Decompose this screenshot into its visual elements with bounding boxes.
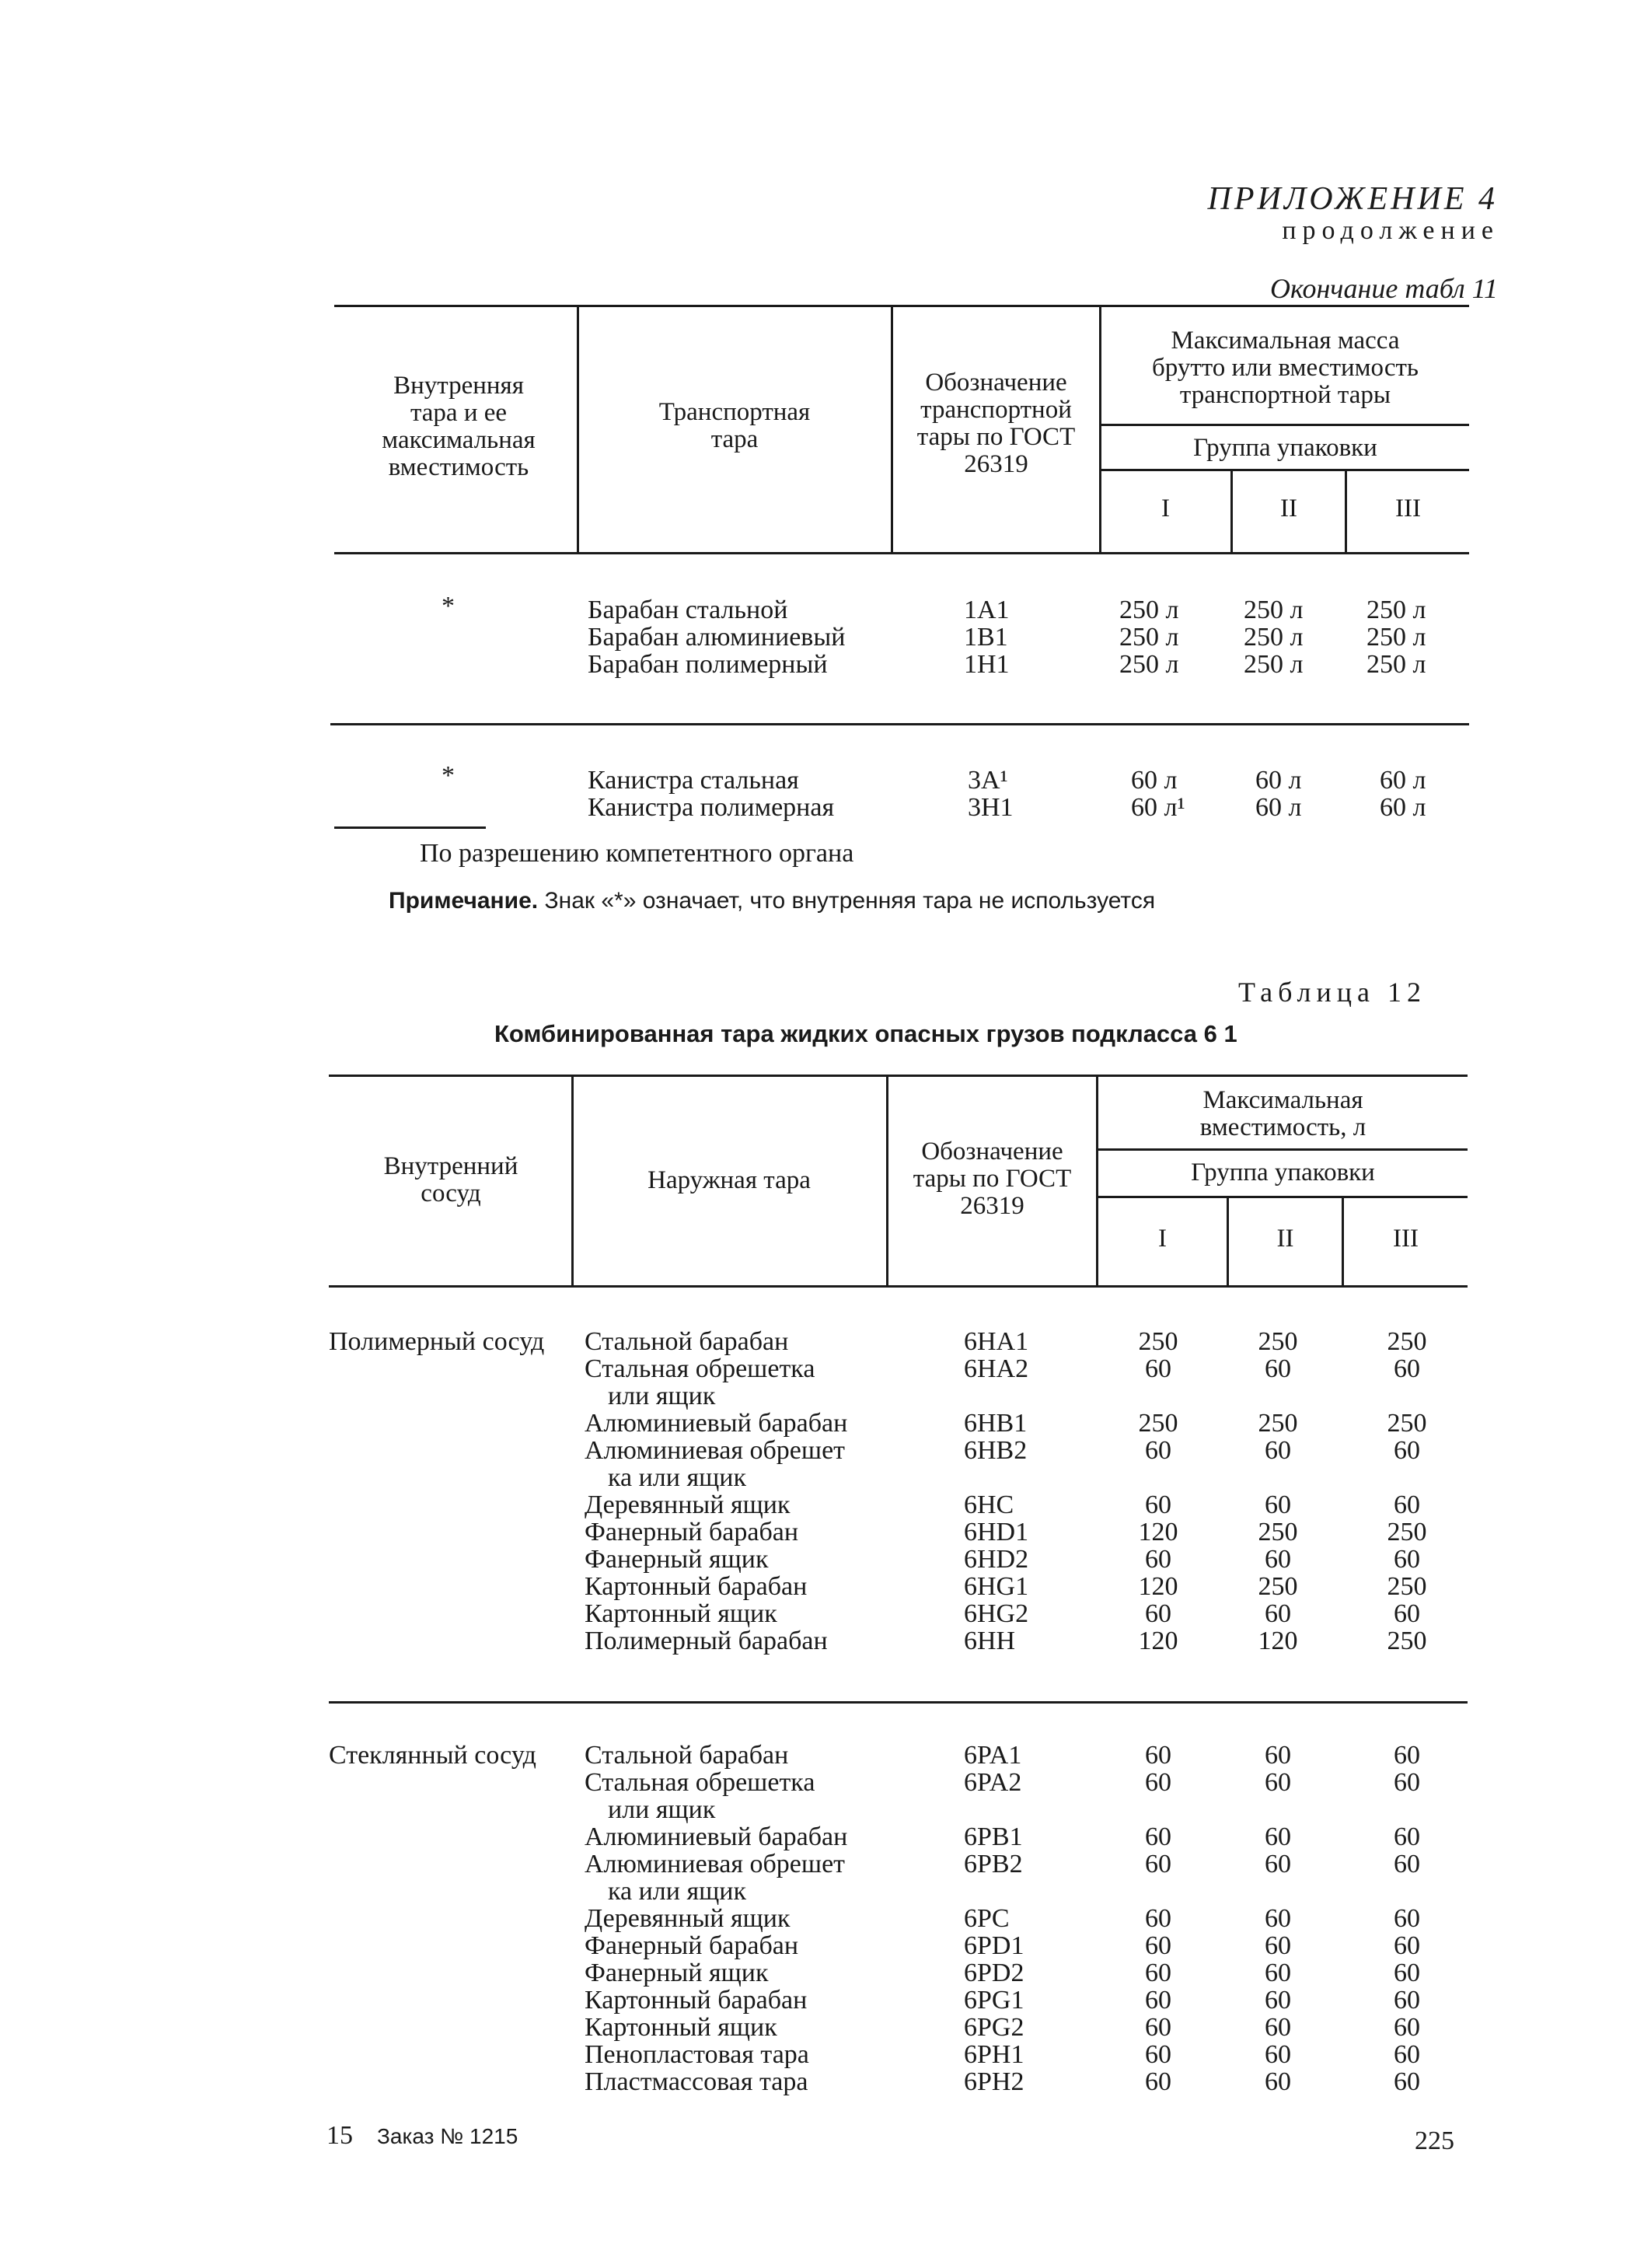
t12-glass-names-cell: Пластмассовая тара bbox=[585, 2067, 808, 2096]
t12-glass-g1-cell: 60 bbox=[1145, 2040, 1171, 2069]
t12-glass-names bbox=[585, 1742, 847, 2095]
t11-note bbox=[389, 888, 1155, 914]
t11-footnote: По разрешению компетентного органа bbox=[420, 839, 854, 868]
t12-glass-codes-cell: 6PD2 bbox=[964, 1959, 1024, 1987]
t12-polymer-names-cell: Фанерный ящик bbox=[585, 1545, 769, 1574]
t12-polymer-codes-cell: 6HA1 bbox=[964, 1327, 1029, 1356]
t12-glass-g3-cell: 60 bbox=[1394, 1959, 1420, 1987]
t12-header-group-2: II bbox=[1276, 1225, 1294, 1253]
t12-glass-g1 bbox=[1119, 1742, 1197, 2095]
t12-polymer-names bbox=[585, 1328, 847, 1655]
t12-polymer-names-cell: Картонный ящик bbox=[585, 1599, 777, 1628]
t12-glass-g3-cell: 60 bbox=[1394, 1768, 1420, 1797]
t12-glass-g2-cell: 60 bbox=[1265, 2040, 1291, 2069]
t12-polymer-g2-cell: 250 bbox=[1258, 1518, 1298, 1546]
t12-polymer-g3-cell bbox=[1368, 1382, 1446, 1410]
t12-glass-g1-cell: 60 bbox=[1145, 1822, 1171, 1851]
t12-glass-g3-cell: 60 bbox=[1394, 2040, 1420, 2069]
appendix-title: ПРИЛОЖЕНИЕ 4 bbox=[1207, 181, 1498, 217]
t12-glass-codes bbox=[964, 1742, 1024, 2095]
t12-polymer-g1 bbox=[1119, 1328, 1197, 1655]
t12-polymer-names-cell: Картонный барабан bbox=[585, 1572, 808, 1601]
t12-glass-codes-cell: 6PA1 bbox=[964, 1741, 1022, 1770]
t12-glass-g2-cell: 60 bbox=[1265, 2013, 1291, 2042]
t12-glass-codes-cell: 6PG1 bbox=[964, 1986, 1024, 2015]
t12-polymer-g1-cell: 60 bbox=[1145, 1599, 1171, 1628]
t12-header-outer: Наружная тара bbox=[647, 1166, 811, 1194]
t12-glass-g3-cell: 60 bbox=[1394, 1850, 1420, 1878]
t11-b1-g3: 250 л 250 л 250 л bbox=[1366, 596, 1426, 679]
t12-glass-names-cell: Фанерный ящик bbox=[585, 1959, 769, 1987]
t12-polymer-g3-cell: 250 bbox=[1387, 1409, 1427, 1438]
t12-polymer-g2-cell: 250 bbox=[1258, 1327, 1298, 1356]
t12-glass-g2-cell: 60 bbox=[1265, 1768, 1291, 1797]
t12-polymer-codes-cell bbox=[964, 1382, 1028, 1410]
t12-glass-names-cell: Деревянный ящик bbox=[585, 1904, 791, 1933]
t12-glass-g3-cell: 60 bbox=[1394, 2013, 1420, 2042]
t12-glass-names-cell: Пенопластовая тара bbox=[585, 2040, 809, 2069]
t12-polymer-g3-cell: 250 bbox=[1387, 1572, 1427, 1601]
t12-glass-g3-cell: 60 bbox=[1394, 2067, 1420, 2096]
t12-polymer-names-cell: Стальной барабан bbox=[585, 1327, 789, 1356]
t12-header-designation: Обозначение тары по ГОСТ 26319 bbox=[913, 1137, 1072, 1220]
t12-glass-codes-cell: 6PC bbox=[964, 1904, 1010, 1933]
t12-polymer-codes-cell: 6HC bbox=[964, 1490, 1014, 1519]
t12-polymer-g2-cell: 250 bbox=[1258, 1572, 1298, 1601]
t12-polymer-codes bbox=[964, 1328, 1028, 1655]
t12-glass-g1-cell: 60 bbox=[1145, 1931, 1171, 1960]
t12-glass-names-cell: Фанерный барабан bbox=[585, 1931, 799, 1960]
t12-glass-codes-cell: 6PB2 bbox=[964, 1850, 1023, 1878]
t12-glass-g1-cell bbox=[1119, 1796, 1197, 1823]
t12-polymer-g1-cell: 120 bbox=[1138, 1627, 1178, 1655]
t11-header-group-1: I bbox=[1161, 494, 1170, 522]
t12-glass-g2-cell bbox=[1239, 1878, 1317, 1905]
t12-header-max-cap: Максимальная вместимость, л bbox=[1199, 1086, 1366, 1141]
t12-polymer-g2-cell: 60 bbox=[1265, 1436, 1291, 1465]
t12-header-group-3: III bbox=[1393, 1225, 1419, 1253]
t12-glass-names-cell: Алюминиевая обрешет bbox=[585, 1850, 846, 1878]
t12-glass-g3-cell: 60 bbox=[1394, 1904, 1420, 1933]
t12-glass-g2-cell: 60 bbox=[1265, 1850, 1291, 1878]
t12-polymer-names-cell: Полимерный барабан bbox=[585, 1627, 828, 1655]
t12-glass-codes-cell: 6PH1 bbox=[964, 2040, 1024, 2069]
t12-glass-g3-cell: 60 bbox=[1394, 1741, 1420, 1770]
t12-polymer-codes-cell: 6HA2 bbox=[964, 1354, 1029, 1383]
t12-glass-g2-cell: 60 bbox=[1265, 1741, 1291, 1770]
t12-glass-g1-cell bbox=[1119, 1878, 1197, 1905]
t12-glass-names-cell: или ящик bbox=[608, 1795, 716, 1824]
t11-b1-g2: 250 л 250 л 250 л bbox=[1244, 596, 1304, 679]
t12-glass-g2-cell bbox=[1239, 1796, 1317, 1823]
t12-polymer-g3 bbox=[1368, 1328, 1446, 1655]
t12-glass-g3 bbox=[1368, 1742, 1446, 2095]
t12-glass-g2-cell: 60 bbox=[1265, 1822, 1291, 1851]
t11-b2-codes: 3A¹ 3H1 bbox=[968, 766, 1014, 822]
t12-glass-codes-cell: 6PA2 bbox=[964, 1768, 1022, 1797]
t11-header-max-mass: Максимальная масса брутто или вместимость транспортной тары bbox=[1152, 327, 1419, 409]
t12-glass-g1-cell: 60 bbox=[1145, 1904, 1171, 1933]
t12-polymer-g2-cell: 60 bbox=[1265, 1354, 1291, 1383]
t12-glass-codes-cell bbox=[964, 1878, 1024, 1905]
t12-polymer-names-cell: ка или ящик bbox=[608, 1463, 746, 1492]
t11-b1-inner: * bbox=[442, 592, 455, 620]
t11-header-designation: Обозначение транспортной тары по ГОСТ 26319 bbox=[916, 369, 1076, 478]
t12-glass-g2-cell: 60 bbox=[1265, 1959, 1291, 1987]
t12-glass-names-cell: Картонный ящик bbox=[585, 2013, 777, 2042]
t11-b2-g2: 60 л 60 л bbox=[1255, 766, 1302, 822]
table12-label: Таблица 12 bbox=[1238, 977, 1426, 1008]
t12-polymer-codes-cell: 6HB2 bbox=[964, 1436, 1028, 1465]
t12-glass-inner: Стеклянный сосуд bbox=[329, 1741, 536, 1770]
t12-polymer-g1-cell: 60 bbox=[1145, 1354, 1171, 1383]
t12-polymer-g1-cell: 120 bbox=[1138, 1518, 1178, 1546]
table11-end-label: Окончание табл 11 bbox=[1269, 273, 1498, 304]
t12-polymer-g3-cell: 60 bbox=[1394, 1354, 1420, 1383]
t12-glass-g2-cell: 60 bbox=[1265, 2067, 1291, 2096]
t11-b1-g1: 250 л 250 л 250 л bbox=[1119, 596, 1179, 679]
t12-polymer-g1-cell: 60 bbox=[1145, 1436, 1171, 1465]
t12-polymer-names-cell: Алюминиевый барабан bbox=[585, 1409, 848, 1438]
t12-polymer-g3-cell: 60 bbox=[1394, 1436, 1420, 1465]
footer-order: Заказ № 1215 bbox=[377, 2124, 518, 2148]
t11-b2-inner: * bbox=[442, 761, 455, 790]
t12-polymer-inner: Полимерный сосуд bbox=[329, 1327, 545, 1356]
t11-note-label: Примечание. bbox=[389, 888, 539, 914]
t11-b2-g1: 60 л 60 л¹ bbox=[1131, 766, 1185, 822]
t11-header-inner: Внутренняя тара и ее максимальная вместимость bbox=[382, 372, 536, 481]
t12-polymer-g1-cell: 250 bbox=[1138, 1327, 1178, 1356]
t12-polymer-g1-cell: 120 bbox=[1138, 1572, 1178, 1601]
t12-polymer-g1-cell: 60 bbox=[1145, 1490, 1171, 1519]
t12-polymer-g3-cell: 250 bbox=[1387, 1627, 1427, 1655]
t12-polymer-g1-cell: 60 bbox=[1145, 1545, 1171, 1574]
t12-glass-names-cell: Стальной барабан bbox=[585, 1741, 789, 1770]
t12-polymer-g2 bbox=[1239, 1328, 1317, 1655]
t12-polymer-g1-cell bbox=[1119, 1382, 1197, 1410]
t12-polymer-g3-cell bbox=[1368, 1464, 1446, 1491]
t12-glass-codes-cell: 6PD1 bbox=[964, 1931, 1024, 1960]
t12-polymer-codes-cell: 6HG2 bbox=[964, 1599, 1029, 1628]
t12-header-group-1: I bbox=[1158, 1225, 1167, 1253]
t11-b1-codes: 1A1 1B1 1H1 bbox=[964, 596, 1010, 679]
t12-glass-g1-cell: 60 bbox=[1145, 1959, 1171, 1987]
t11-header-transport: Транспортная тара bbox=[658, 398, 811, 453]
t12-polymer-g2-cell bbox=[1239, 1464, 1317, 1491]
t12-glass-names-cell: Стальная обрешетка bbox=[585, 1768, 815, 1797]
t12-glass-names-cell: ка или ящик bbox=[608, 1877, 746, 1906]
t12-polymer-codes-cell: 6HH bbox=[964, 1627, 1016, 1655]
t12-glass-names-cell: Картонный барабан bbox=[585, 1986, 808, 2015]
t12-glass-g2-cell: 60 bbox=[1265, 1904, 1291, 1933]
t12-polymer-names-cell: Деревянный ящик bbox=[585, 1490, 791, 1519]
t12-glass-g3-cell bbox=[1368, 1878, 1446, 1905]
t12-polymer-codes-cell: 6HB1 bbox=[964, 1409, 1028, 1438]
t12-polymer-codes-cell: 6HD1 bbox=[964, 1518, 1029, 1546]
t12-polymer-codes-cell: 6HD2 bbox=[964, 1545, 1029, 1574]
t11-b2-names: Канистра стальная Канистра полимерная bbox=[588, 766, 835, 822]
t12-polymer-g2-cell: 120 bbox=[1258, 1627, 1298, 1655]
t12-polymer-g1-cell bbox=[1119, 1464, 1197, 1491]
t12-glass-names-cell: Алюминиевый барабан bbox=[585, 1822, 848, 1851]
t12-polymer-names-cell: Фанерный барабан bbox=[585, 1518, 799, 1546]
t12-glass-codes-cell: 6PG2 bbox=[964, 2013, 1024, 2042]
t12-header-inner: Внутренний сосуд bbox=[383, 1152, 518, 1207]
t12-polymer-names-cell: Стальная обрешетка bbox=[585, 1354, 815, 1383]
t12-polymer-g3-cell: 250 bbox=[1387, 1327, 1427, 1356]
t12-polymer-names-cell: Алюминиевая обрешет bbox=[585, 1436, 846, 1465]
t12-glass-g1-cell: 60 bbox=[1145, 2013, 1171, 2042]
t12-glass-codes-cell: 6PH2 bbox=[964, 2067, 1024, 2096]
t12-header-group: Группа упаковки bbox=[1191, 1158, 1375, 1186]
t12-polymer-g2-cell: 250 bbox=[1258, 1409, 1298, 1438]
t12-glass-g3-cell: 60 bbox=[1394, 1931, 1420, 1960]
footer-sheet-number: 15 bbox=[326, 2121, 353, 2150]
t12-polymer-g3-cell: 60 bbox=[1394, 1599, 1420, 1628]
t12-polymer-codes-cell: 6HG1 bbox=[964, 1572, 1029, 1601]
t12-glass-g1-cell: 60 bbox=[1145, 1850, 1171, 1878]
t11-note-text: Знак «*» означает, что внутренняя тара не используется bbox=[544, 888, 1156, 914]
t12-polymer-g2-cell: 60 bbox=[1265, 1490, 1291, 1519]
t12-glass-g3-cell bbox=[1368, 1796, 1446, 1823]
t12-polymer-g2-cell: 60 bbox=[1265, 1599, 1291, 1628]
t12-glass-codes-cell bbox=[964, 1796, 1024, 1823]
t11-header-group-2: II bbox=[1280, 494, 1297, 522]
t11-header-group: Группа упаковки bbox=[1193, 434, 1377, 462]
t12-glass-g3-cell: 60 bbox=[1394, 1986, 1420, 2015]
t12-polymer-g3-cell: 60 bbox=[1394, 1545, 1420, 1574]
t12-polymer-g3-cell: 60 bbox=[1394, 1490, 1420, 1519]
continuation-label: продолжение bbox=[1282, 216, 1499, 245]
t12-glass-codes-cell: 6PB1 bbox=[964, 1822, 1023, 1851]
t11-b2-g3: 60 л 60 л bbox=[1380, 766, 1426, 822]
t12-glass-g1-cell: 60 bbox=[1145, 1741, 1171, 1770]
t12-glass-g1-cell: 60 bbox=[1145, 1986, 1171, 2015]
t12-glass-g1-cell: 60 bbox=[1145, 1768, 1171, 1797]
t12-polymer-g1-cell: 250 bbox=[1138, 1409, 1178, 1438]
t12-glass-g2 bbox=[1239, 1742, 1317, 2095]
t12-polymer-codes-cell bbox=[964, 1464, 1028, 1491]
t11-b1-names: Барабан стальной Барабан алюминиевый Барабан полимерный bbox=[588, 596, 846, 679]
t12-polymer-g3-cell: 250 bbox=[1387, 1518, 1427, 1546]
t12-polymer-g2-cell: 60 bbox=[1265, 1545, 1291, 1574]
t12-glass-g3-cell: 60 bbox=[1394, 1822, 1420, 1851]
t12-glass-g2-cell: 60 bbox=[1265, 1931, 1291, 1960]
t12-polymer-names-cell: или ящик bbox=[608, 1382, 716, 1410]
page-number: 225 bbox=[1415, 2126, 1454, 2155]
table12-title: Комбинированная тара жидких опасных грузов подкласса 6 1 bbox=[494, 1020, 1237, 1047]
t12-polymer-g2-cell bbox=[1239, 1382, 1317, 1410]
t11-header-group-3: III bbox=[1395, 494, 1421, 522]
t12-glass-g2-cell: 60 bbox=[1265, 1986, 1291, 2015]
t12-glass-g1-cell: 60 bbox=[1145, 2067, 1171, 2096]
